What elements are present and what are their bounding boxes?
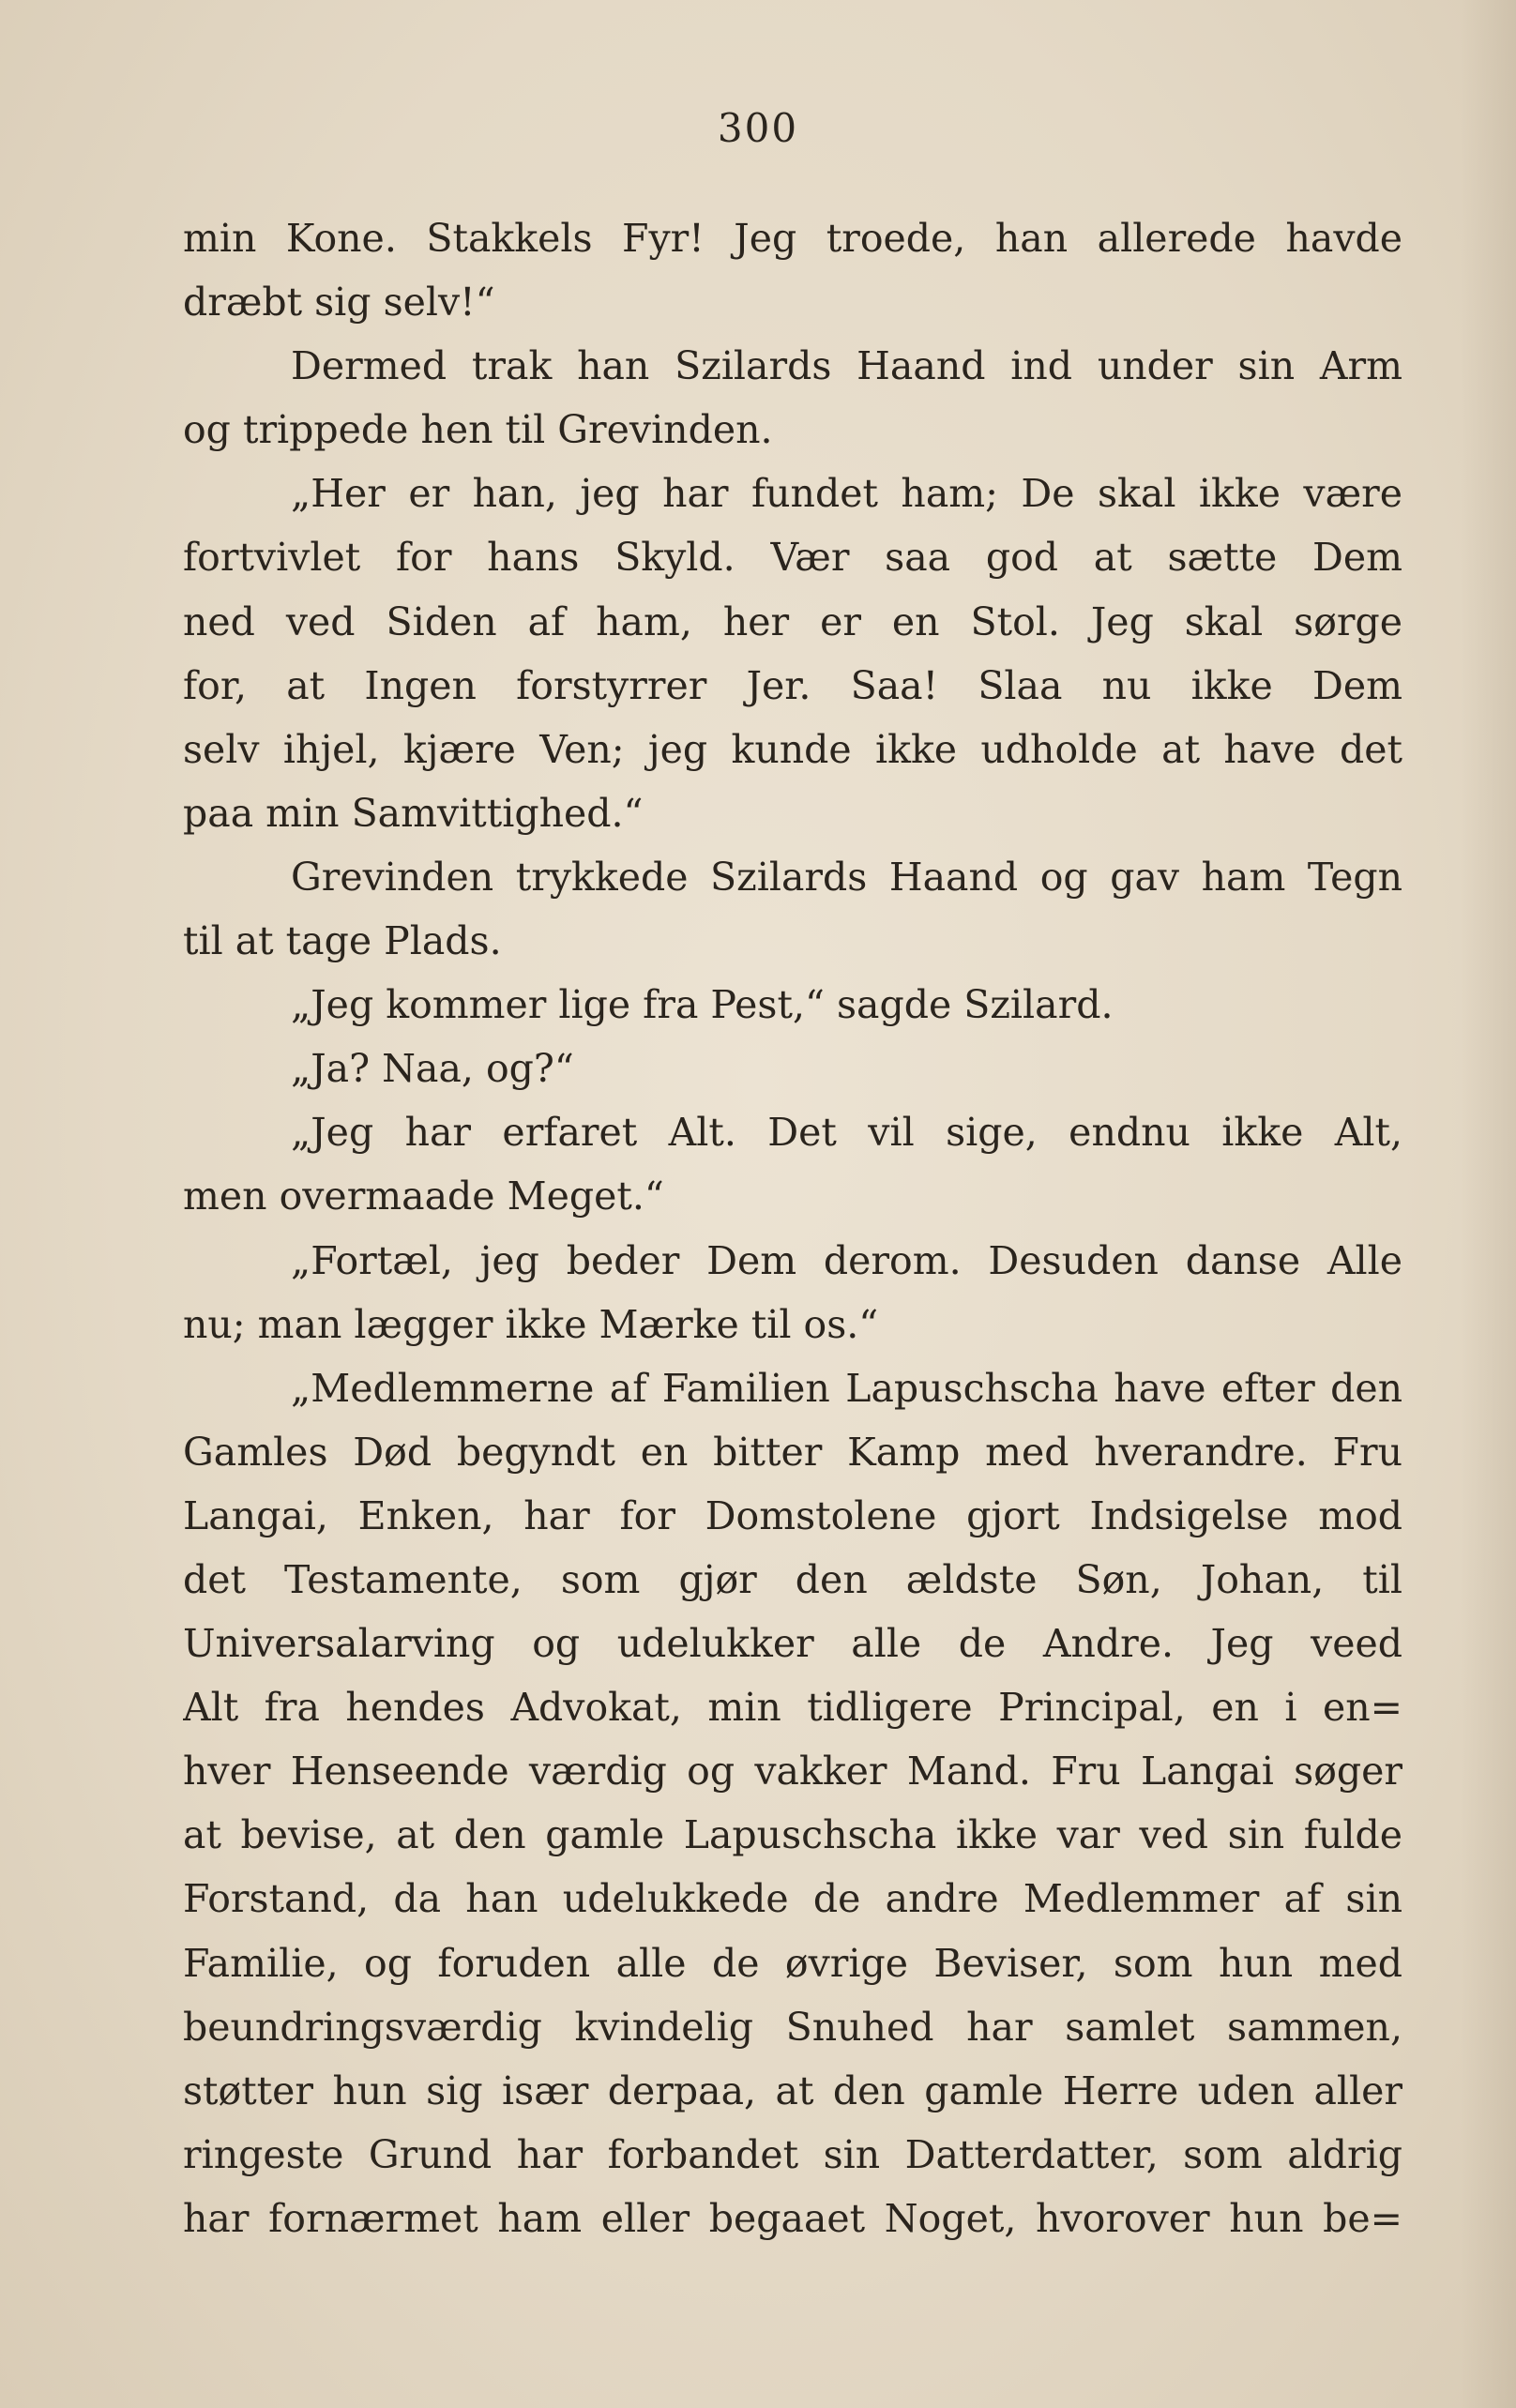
text-line: at bevise, at den gamle Lapuschscha ikke var ved sin fulde bbox=[183, 1812, 1402, 1858]
text-line: hver Henseende værdig og vakker Mand. Fru Langai søger bbox=[183, 1749, 1402, 1795]
page-edge-shadow bbox=[1460, 0, 1516, 2408]
text-line: fortvivlet for hans Skyld. Vær saa god at sætte Dem bbox=[183, 535, 1402, 581]
text-line: nu; man lægger ikke Mærke til os.“ bbox=[183, 1301, 879, 1347]
text-line: paa min Samvittighed.“ bbox=[183, 790, 644, 836]
text-line: men overmaade Meget.“ bbox=[183, 1174, 664, 1219]
text-line: „Jeg har erfaret Alt. Det vil sige, endnu ikke Alt, bbox=[291, 1110, 1402, 1156]
text-line: Grevinden trykkede Szilards Haand og gav ham Tegn bbox=[291, 854, 1402, 900]
text-line: Alt fra hendes Advokat, min tidligere Principal, en i en= bbox=[183, 1685, 1402, 1731]
text-line: til at tage Plads. bbox=[183, 918, 502, 964]
text-line: ned ved Siden af ham, her er en Stol. Jeg skal sørge bbox=[183, 598, 1402, 644]
text-line: beundringsværdig kvindelig Snuhed har samlet sammen, bbox=[183, 2004, 1402, 2050]
text-line: det Testamente, som gjør den ældste Søn, Johan, til bbox=[183, 1556, 1402, 1602]
page-number: 300 bbox=[717, 105, 799, 151]
text-line: Forstand, da han udelukkede de andre Medlemmer af sin bbox=[183, 1876, 1402, 1922]
text-line: „Ja? Naa, og?“ bbox=[291, 1046, 574, 1092]
text-line: „Medlemmerne af Familien Lapuschscha have efter den bbox=[291, 1365, 1402, 1411]
text-line: har fornærmet ham eller begaaet Noget, hvorover hun be= bbox=[183, 2195, 1402, 2241]
text-line: „Jeg kommer lige fra Pest,“ sagde Szilard. bbox=[291, 982, 1114, 1028]
text-line: Universalarving og udelukker alle de Andre. Jeg veed bbox=[183, 1621, 1402, 1667]
body-text bbox=[183, 206, 1402, 2250]
text-line: min Kone. Stakkels Fyr! Jeg troede, han allerede havde bbox=[183, 216, 1402, 261]
text-line: Familie, og foruden alle de øvrige Beviser, som hun med bbox=[183, 1940, 1402, 1986]
text-line: dræbt sig selv!“ bbox=[183, 280, 495, 326]
text-line: støtter hun sig især derpaa, at den gamle Herre uden aller bbox=[183, 2067, 1402, 2113]
text-line: „Fortæl, jeg beder Dem derom. Desuden danse Alle bbox=[291, 1237, 1402, 1283]
text-line: Gamles Død begyndt en bitter Kamp med hverandre. Fru bbox=[183, 1429, 1402, 1475]
text-line: „Her er han, jeg har fundet ham; De skal ikke være bbox=[291, 471, 1402, 517]
text-line: Dermed trak han Szilards Haand ind under sin Arm bbox=[291, 343, 1402, 389]
text-line: for, at Ingen forstyrrer Jer. Saa! Slaa nu ikke Dem bbox=[183, 662, 1402, 708]
text-line: Langai, Enken, har for Domstolene gjort Indsigelse mod bbox=[183, 1492, 1402, 1538]
text-line: ringeste Grund har forbandet sin Datterdatter, som aldrig bbox=[183, 2131, 1402, 2177]
text-line: og trippede hen til Grevinden. bbox=[183, 407, 773, 453]
text-line: selv ihjel, kjære Ven; jeg kunde ikke udholde at have det bbox=[183, 726, 1402, 772]
